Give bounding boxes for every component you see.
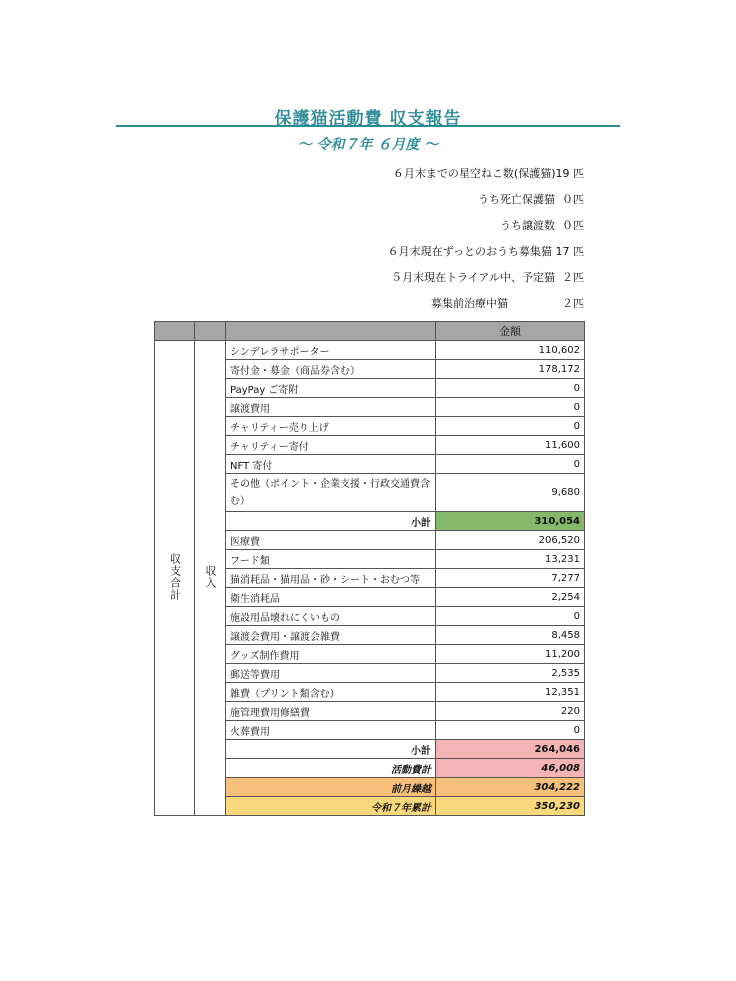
- carryover-amount: 304,222: [436, 778, 585, 797]
- header-blank: [155, 322, 195, 341]
- item-amount: 13,231: [436, 550, 585, 569]
- item-name: PayPay ご寄附: [226, 379, 436, 398]
- item-name: シンデレラサポーター: [226, 341, 436, 360]
- item-amount: 2,535: [436, 664, 585, 683]
- item-name: その他（ポイント・企業支援・行政交通費含む）: [226, 474, 436, 512]
- stat-value: ０匹: [562, 193, 584, 206]
- stat-label: 募集前治療中猫: [431, 297, 508, 310]
- item-amount: 7,277: [436, 569, 585, 588]
- item-name: 雑費（プリント類含む）: [226, 683, 436, 702]
- item-amount: 0: [436, 379, 585, 398]
- stat-label: ５月末現在トライアル中、予定猫: [391, 271, 555, 284]
- section-income-label: 収入: [195, 341, 226, 816]
- item-name: 猫消耗品・猫用品・砂・シート・おむつ等: [226, 569, 436, 588]
- subtotal-label: 小計: [226, 512, 436, 531]
- item-amount: 220: [436, 702, 585, 721]
- item-amount: 8,458: [436, 626, 585, 645]
- item-amount: 12,351: [436, 683, 585, 702]
- stat-in-treatment: [431, 295, 584, 311]
- item-amount: 0: [436, 607, 585, 626]
- item-name: チャリティー売り上げ: [226, 417, 436, 436]
- table-row: [155, 341, 585, 360]
- item-name: 譲渡費用: [226, 398, 436, 417]
- item-amount: 2,254: [436, 588, 585, 607]
- activity-cost-label: 活動費計: [226, 759, 436, 778]
- item-amount: 11,600: [436, 436, 585, 455]
- item-name: 火葬費用: [226, 721, 436, 740]
- item-name: 寄付金・募金（商品券含む）: [226, 360, 436, 379]
- stat-label: ６月末現在ずっとのおうち募集猫: [387, 245, 552, 258]
- report-subtitle: ～ 令和７年 ６月度 ～: [297, 137, 439, 153]
- carryover-label: 前月繰越: [226, 778, 436, 797]
- stat-value: 17 匹: [555, 245, 584, 258]
- item-name: 衛生消耗品: [226, 588, 436, 607]
- item-amount: 178,172: [436, 360, 585, 379]
- cumulative-amount: 350,230: [436, 797, 585, 816]
- item-amount: 0: [436, 721, 585, 740]
- amount-header: 金額: [436, 322, 585, 341]
- title-underline: [116, 125, 620, 127]
- item-amount: 110,602: [436, 341, 585, 360]
- item-name: フード類: [226, 550, 436, 569]
- item-amount: 11,200: [436, 645, 585, 664]
- item-amount: 9,680: [436, 474, 585, 512]
- stat-value: ２匹: [562, 271, 584, 284]
- item-name: 郵送等費用: [226, 664, 436, 683]
- stat-trial: [391, 269, 584, 285]
- stat-value: 19 匹: [555, 167, 584, 180]
- header-blank: [195, 322, 226, 341]
- report-title: 保護猫活動費 収支報告: [274, 109, 462, 129]
- table-header-row: [155, 322, 585, 341]
- stat-label: うち譲渡数: [500, 219, 555, 232]
- section-total-label: 収支合計: [155, 341, 195, 816]
- stat-deceased: [478, 191, 584, 207]
- activity-cost-amount: 46,008: [436, 759, 585, 778]
- item-name: 施設用品壊れにくいもの: [226, 607, 436, 626]
- stat-value: ２匹: [562, 297, 584, 310]
- stat-label: うち死亡保護猫: [478, 193, 555, 206]
- item-amount: 206,520: [436, 531, 585, 550]
- stat-seeking-home: [388, 243, 584, 259]
- stat-value: ０匹: [562, 219, 584, 232]
- item-name: 医療費: [226, 531, 436, 550]
- subtotal-label: 小計: [226, 740, 436, 759]
- item-amount: 0: [436, 398, 585, 417]
- item-amount: 0: [436, 417, 585, 436]
- item-name: チャリティー寄付: [226, 436, 436, 455]
- income-subtotal-amount: 310,054: [436, 512, 585, 531]
- stat-label: ６月末までの星空ねこ数(保護猫): [392, 167, 556, 180]
- stat-adopted: [500, 217, 584, 233]
- item-name: NFT 寄付: [226, 455, 436, 474]
- item-name: 施管理費用修繕費: [226, 702, 436, 721]
- item-amount: 0: [436, 455, 585, 474]
- cumulative-label: 令和７年累計: [226, 797, 436, 816]
- item-name: 譲渡会費用・譲渡会雑費: [226, 626, 436, 645]
- stat-total-cats: [393, 165, 584, 181]
- item-name: グッズ制作費用: [226, 645, 436, 664]
- expense-subtotal-amount: 264,046: [436, 740, 585, 759]
- header-blank: [226, 322, 436, 341]
- finance-table: [154, 321, 585, 816]
